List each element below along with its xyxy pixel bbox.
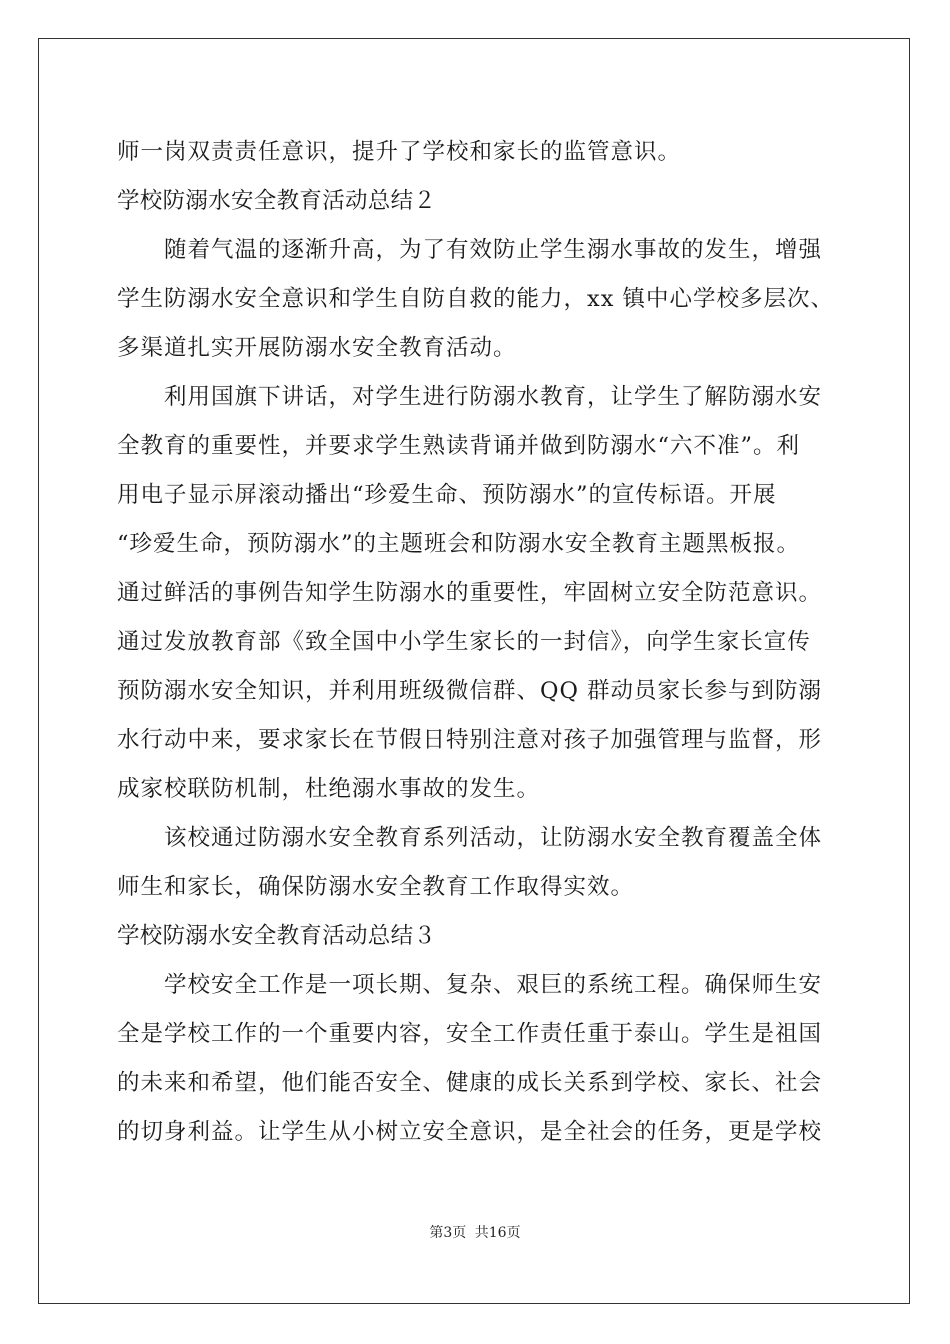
- text-line: 多渠道扎实开展防溺水安全教育活动。: [117, 335, 517, 361]
- text-line: 该校通过防溺水安全教育系列活动，让防溺水安全教育覆盖全体: [164, 825, 823, 851]
- text-line: 水行动中来，要求家长在节假日特别注意对孩子加强管理与监督，形: [117, 727, 823, 753]
- text-line: 学生防溺水安全意识和学生自防自救的能力，xx 镇中心学校多层次、: [117, 286, 835, 312]
- text-line: 的未来和希望，他们能否安全、健康的成长关系到学校、家长、社会: [117, 1070, 823, 1096]
- text-line: 成家校联防机制，杜绝溺水事故的发生。: [117, 776, 541, 802]
- document-body: [117, 128, 837, 1157]
- page-total: 共16页: [474, 1225, 521, 1241]
- text-line: 随着气温的逐渐升高，为了有效防止学生溺水事故的发生，增强: [164, 237, 823, 263]
- text-line: 师一岗双责责任意识，提升了学校和家长的监管意识。: [117, 139, 682, 165]
- page-number: 第3页: [429, 1225, 467, 1241]
- text-line: 学校安全工作是一项长期、复杂、艰巨的系统工程。确保师生安: [164, 972, 823, 998]
- section-heading: 学校防溺水安全教育活动总结２: [117, 188, 437, 214]
- text-line: 全是学校工作的一个重要内容，安全工作责任重于泰山。学生是祖国: [117, 1021, 823, 1047]
- text-line: 师生和家长，确保防溺水安全教育工作取得实效。: [117, 874, 635, 900]
- text-line: 通过发放教育部《致全国中小学生家长的一封信》，向学生家长宣传: [117, 629, 811, 655]
- section-heading: 学校防溺水安全教育活动总结３: [117, 923, 437, 949]
- text-line: 预防溺水安全知识，并利用班级微信群、QQ 群动员家长参与到防溺: [117, 678, 823, 704]
- text-line: 用电子显示屏滚动播出“珍爱生命、预防溺水”的宣传标语。开展: [117, 482, 777, 508]
- text-line: “珍爱生命，预防溺水”的主题班会和防溺水安全教育主题黑板报。: [117, 531, 801, 557]
- text-line: 利用国旗下讲话，对学生进行防溺水教育，让学生了解防溺水安: [164, 384, 823, 410]
- text-line: 的切身利益。让学生从小树立安全意识，是全社会的任务，更是学校: [117, 1119, 823, 1145]
- text-line: 通过鲜活的事例告知学生防溺水的重要性，牢固树立安全防范意识。: [117, 580, 823, 606]
- page-footer: [0, 1222, 950, 1242]
- text-line: 全教育的重要性，并要求学生熟读背诵并做到防溺水“六不准”。利: [117, 433, 801, 459]
